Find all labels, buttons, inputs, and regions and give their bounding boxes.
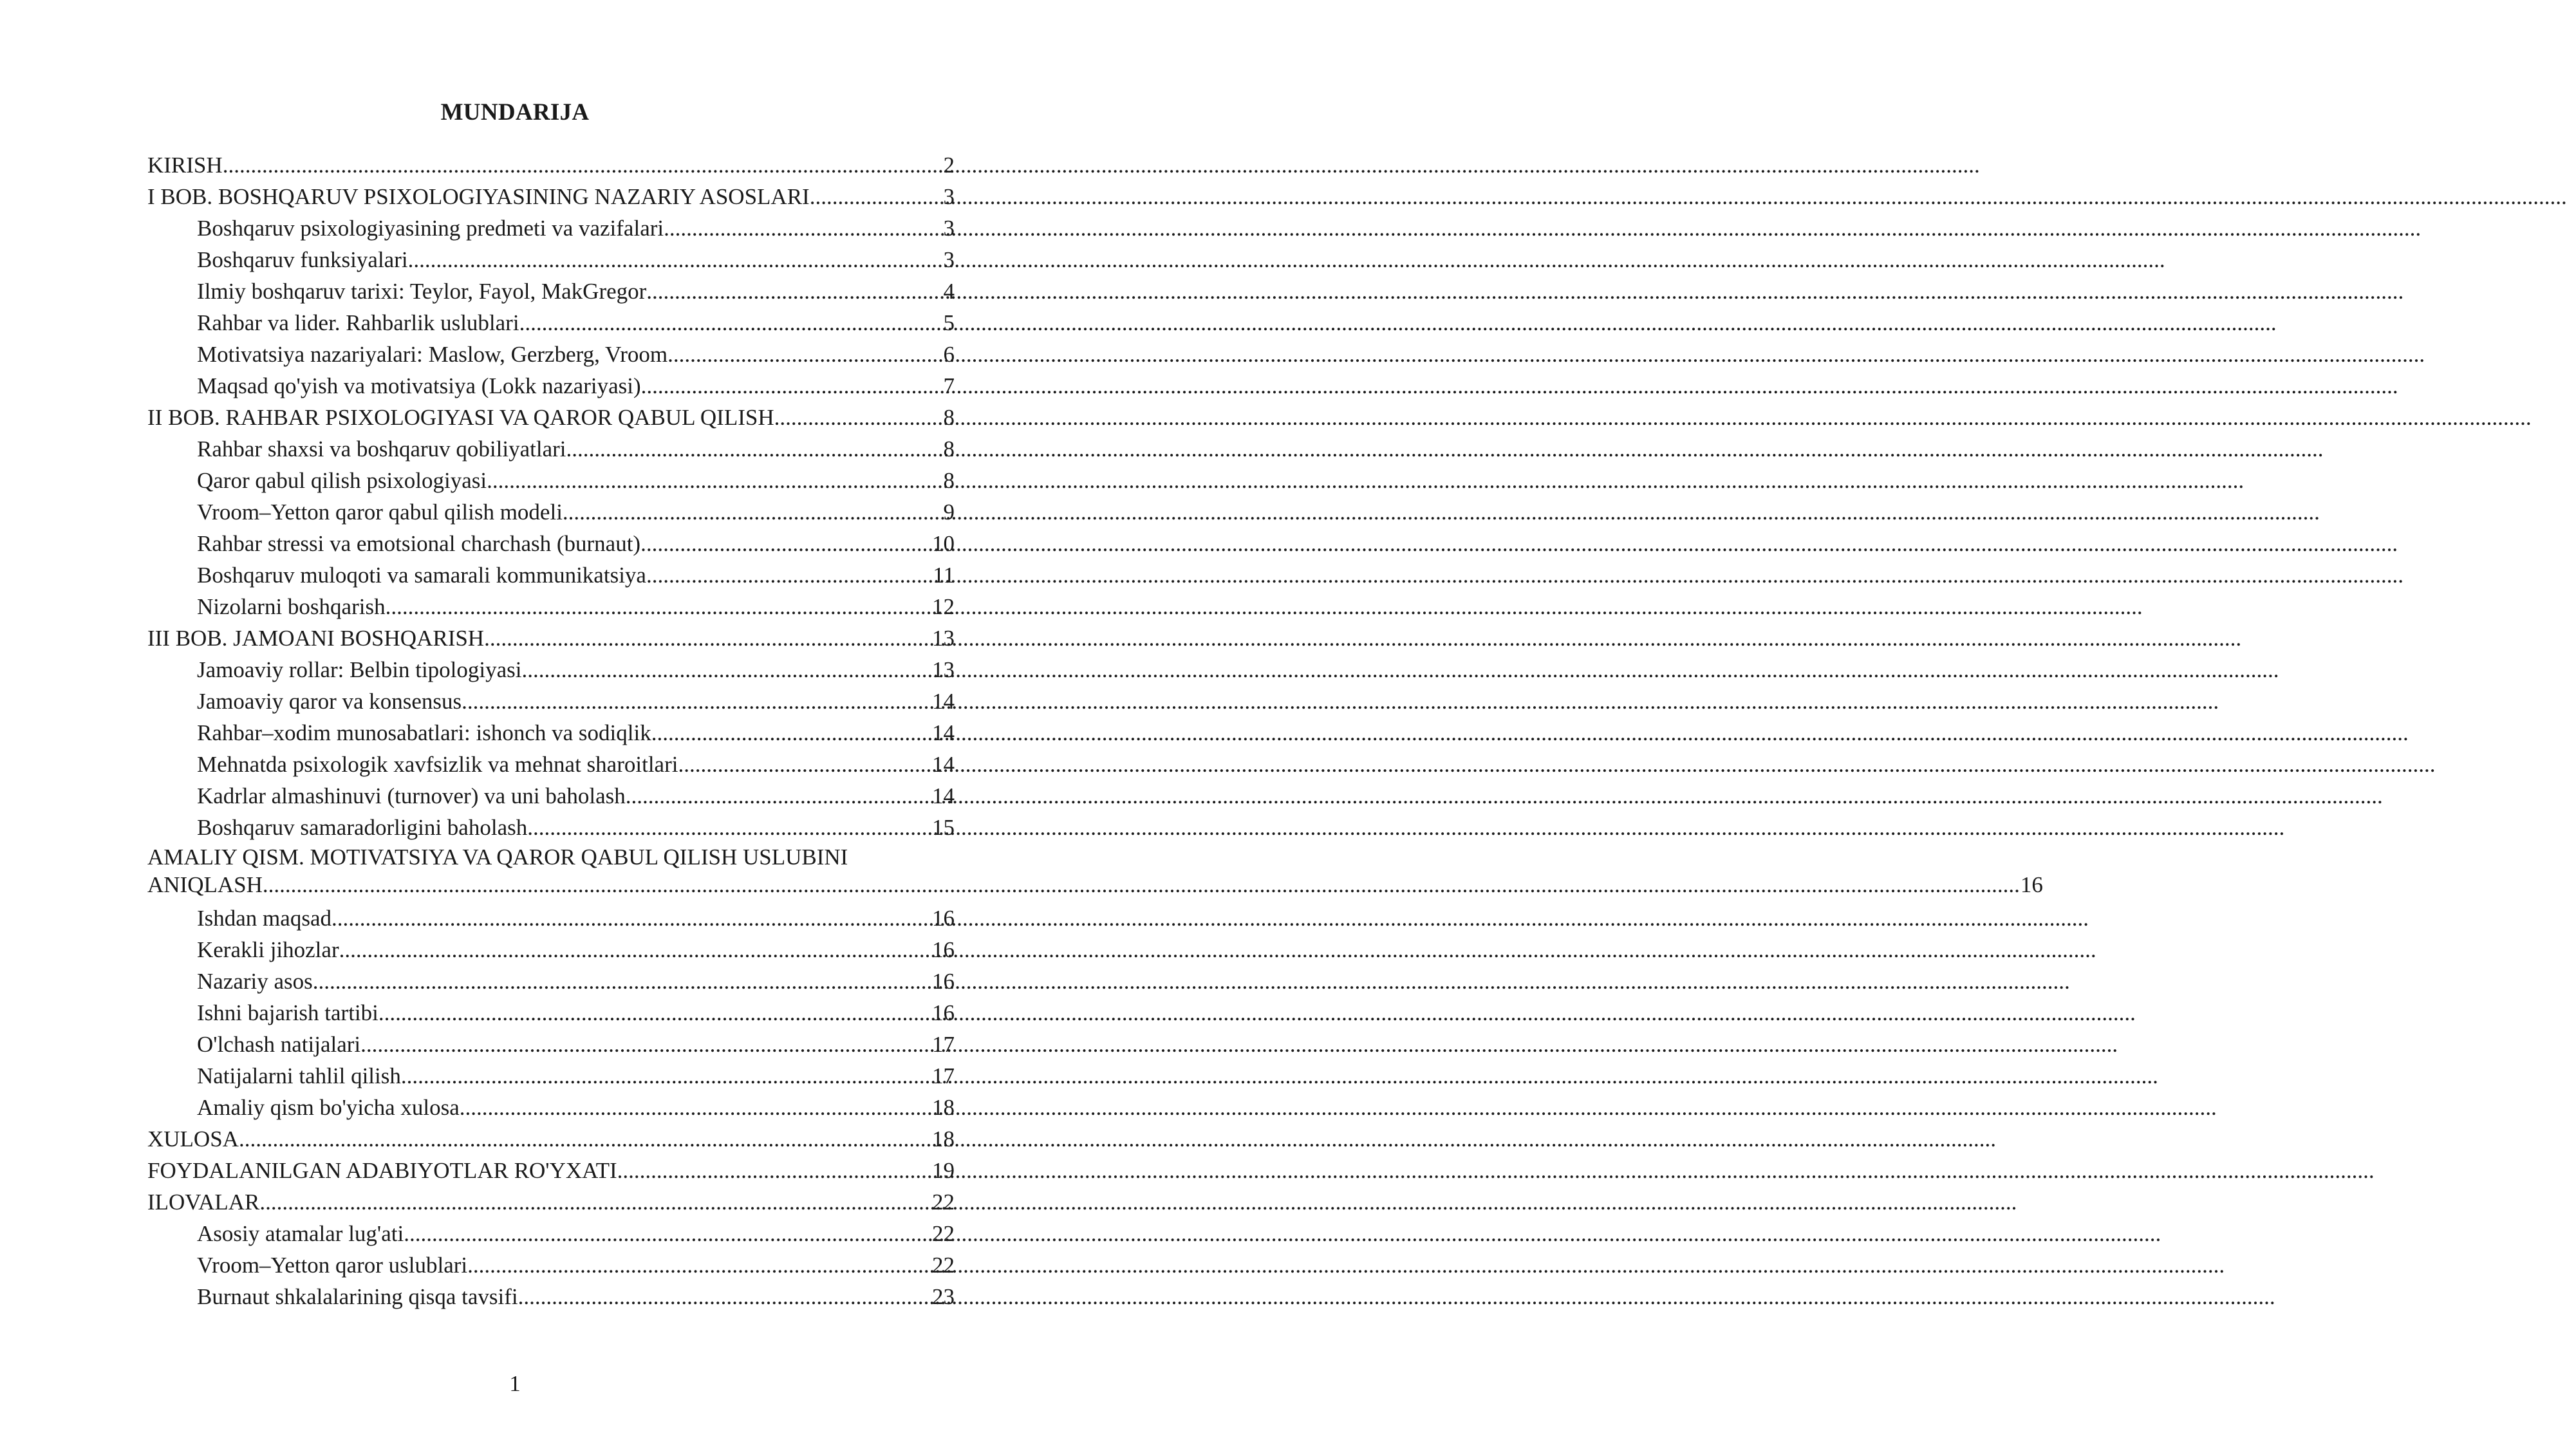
toc-entry-page: 14 bbox=[932, 783, 955, 808]
toc-entry-page: 22 bbox=[932, 1253, 955, 1278]
toc-entry[interactable] bbox=[147, 275, 955, 307]
toc-dot-leader bbox=[386, 591, 931, 622]
toc-dot-leader bbox=[646, 559, 932, 591]
toc-entry-text: III BOB. JAMOANI BOSHQARISH bbox=[147, 626, 485, 651]
toc-dot-leader bbox=[378, 997, 931, 1029]
table-of-contents bbox=[147, 149, 2043, 1312]
toc-dot-leader bbox=[566, 433, 942, 465]
toc-entry[interactable] bbox=[147, 934, 955, 966]
toc-entry[interactable] bbox=[147, 1029, 955, 1060]
toc-dot-leader bbox=[678, 749, 931, 780]
toc-entry-page: 8 bbox=[943, 436, 955, 462]
toc-entry-page: 13 bbox=[932, 626, 955, 651]
toc-entry[interactable] bbox=[147, 717, 955, 749]
toc-dot-leader bbox=[646, 275, 942, 307]
toc-entry-page: 9 bbox=[943, 499, 955, 525]
toc-entry[interactable] bbox=[147, 1155, 955, 1186]
toc-entry[interactable] bbox=[147, 591, 955, 622]
toc-entry-text: Ilmiy boshqaruv tarixi: Teylor, Fayol, MakGregor bbox=[197, 279, 647, 304]
toc-dot-leader bbox=[522, 654, 931, 686]
toc-entry-text: Burnaut shkalalarining qisqa tavsifi bbox=[197, 1284, 518, 1309]
toc-entry-page: 16 bbox=[932, 937, 955, 962]
toc-entry[interactable] bbox=[147, 622, 955, 654]
toc-dot-leader bbox=[408, 244, 943, 275]
toc-dot-leader bbox=[462, 686, 931, 717]
toc-dot-leader bbox=[259, 1186, 931, 1218]
toc-entry[interactable] bbox=[147, 433, 955, 465]
toc-entry-text: Jamoaviy qaror va konsensus bbox=[197, 689, 462, 714]
toc-dot-leader bbox=[519, 307, 943, 339]
toc-dot-leader bbox=[640, 528, 931, 559]
toc-entry-text: Boshqaruv muloqoti va samarali kommunikatsiya bbox=[197, 563, 646, 588]
toc-entry-text: Ishni bajarish tartibi bbox=[197, 1000, 378, 1025]
toc-dot-leader bbox=[667, 339, 942, 370]
toc-entry-text: Mehnatda psixologik xavfsizlik va mehnat sharoitlari bbox=[197, 752, 678, 777]
toc-entry-page: 18 bbox=[932, 1126, 955, 1152]
toc-entry-text: Nazariy asos bbox=[197, 969, 313, 994]
toc-entry[interactable] bbox=[147, 370, 955, 402]
toc-entry-page: 15 bbox=[932, 815, 955, 840]
toc-entry-page: 8 bbox=[943, 405, 955, 430]
toc-entry[interactable] bbox=[147, 1218, 955, 1249]
toc-entry[interactable] bbox=[147, 559, 955, 591]
toc-entry[interactable] bbox=[147, 780, 955, 812]
toc-entry-text: II BOB. RAHBAR PSIXOLOGIYASI VA QAROR QABUL QILISH bbox=[147, 405, 774, 430]
page-number: 1 bbox=[509, 1371, 521, 1396]
toc-dot-leader bbox=[263, 871, 2020, 899]
toc-entry-text: Kadrlar almashinuvi (turnover) va uni baholash bbox=[197, 783, 626, 808]
toc-entry-text: Rahbar va lider. Rahbarlik uslublari bbox=[197, 310, 519, 335]
toc-entry-page: 16 bbox=[2020, 872, 2043, 897]
toc-entry-text: Qaror qabul qilish psixologiyasi bbox=[197, 468, 487, 493]
toc-dot-leader bbox=[617, 1155, 931, 1186]
toc-entry-page: 17 bbox=[932, 1032, 955, 1057]
toc-section-after bbox=[147, 902, 955, 1312]
toc-entry-page: 2 bbox=[943, 153, 955, 178]
toc-entry-text: Vroom–Yetton qaror uslublari bbox=[197, 1253, 468, 1278]
toc-entry-text: Amaliy qism bo'yicha xulosa bbox=[197, 1095, 460, 1120]
toc-entry[interactable] bbox=[147, 902, 955, 934]
toc-entry[interactable] bbox=[147, 1092, 955, 1123]
toc-entry-text: Jamoaviy rollar: Belbin tipologiyasi bbox=[197, 657, 522, 682]
toc-entry-page: 12 bbox=[932, 594, 955, 619]
toc-dot-leader bbox=[641, 370, 943, 402]
toc-entry-text: Motivatsiya nazariyalari: Maslow, Gerzberg, Vroom bbox=[197, 342, 668, 367]
toc-entry-page: 16 bbox=[932, 969, 955, 994]
toc-entry-page: 22 bbox=[932, 1190, 955, 1215]
toc-dot-leader bbox=[664, 212, 942, 244]
toc-entry-page: 3 bbox=[943, 184, 955, 209]
toc-entry-line2 bbox=[147, 871, 2043, 899]
toc-entry-text: FOYDALANILGAN ADABIYOTLAR RO'YXATI bbox=[147, 1158, 617, 1183]
toc-entry-text: Vroom–Yetton qaror qabul qilish modeli bbox=[197, 499, 563, 525]
toc-entry-page: 19 bbox=[932, 1158, 955, 1183]
toc-entry-page: 18 bbox=[932, 1095, 955, 1120]
toc-entry-text: Rahbar stressi va emotsional charchash (burnaut) bbox=[197, 531, 641, 556]
toc-entry-text: Boshqaruv psixologiyasining predmeti va vazifalari bbox=[197, 216, 664, 241]
toc-entry-page: 6 bbox=[943, 342, 955, 367]
toc-entry-page: 14 bbox=[932, 689, 955, 714]
toc-dot-leader bbox=[360, 1029, 931, 1060]
toc-dot-leader bbox=[467, 1249, 931, 1281]
toc-dot-leader bbox=[651, 717, 931, 749]
toc-dot-leader bbox=[563, 496, 943, 528]
toc-entry-text: Rahbar–xodim munosabatlari: ishonch va sodiqlik bbox=[197, 720, 651, 745]
toc-entry[interactable] bbox=[147, 686, 955, 717]
toc-entry-page: 14 bbox=[932, 752, 955, 777]
toc-entry-page: 16 bbox=[932, 1000, 955, 1025]
toc-entry-page: 17 bbox=[932, 1063, 955, 1088]
page-title: MUNDARIJA bbox=[440, 99, 590, 126]
toc-dot-leader bbox=[239, 1123, 931, 1155]
toc-dot-leader bbox=[518, 1281, 931, 1312]
toc-entry-page: 7 bbox=[943, 373, 955, 398]
toc-entry-text: KIRISH bbox=[147, 153, 223, 178]
toc-dot-leader bbox=[313, 966, 931, 997]
toc-dot-leader bbox=[401, 1060, 931, 1092]
toc-entry-text: ILOVALAR bbox=[147, 1190, 260, 1215]
toc-entry-text: Maqsad qo'yish va motivatsiya (Lokk nazariyasi) bbox=[197, 373, 641, 398]
toc-entry[interactable] bbox=[147, 812, 955, 843]
toc-dot-leader bbox=[527, 812, 931, 843]
toc-entry[interactable] bbox=[147, 181, 955, 212]
toc-entry-page: 14 bbox=[932, 720, 955, 745]
toc-entry[interactable] bbox=[147, 966, 955, 997]
toc-entry-text: Ishdan maqsad bbox=[197, 906, 331, 931]
toc-dot-leader bbox=[774, 402, 943, 433]
toc-dot-leader bbox=[626, 780, 931, 812]
toc-entry-text: Kerakli jihozlar bbox=[197, 937, 339, 962]
toc-entry-wrapped[interactable] bbox=[147, 843, 2043, 899]
toc-dot-leader bbox=[339, 934, 931, 966]
toc-entry-page: 4 bbox=[943, 279, 955, 304]
toc-entry[interactable] bbox=[147, 465, 955, 496]
toc-entry[interactable] bbox=[147, 749, 955, 780]
toc-entry[interactable] bbox=[147, 496, 955, 528]
toc-entry[interactable] bbox=[147, 528, 955, 559]
toc-entry-text: Natijalarni tahlil qilish bbox=[197, 1063, 401, 1088]
toc-entry[interactable] bbox=[147, 654, 955, 686]
toc-entry[interactable] bbox=[147, 212, 955, 244]
toc-section-main bbox=[147, 149, 955, 843]
toc-entry-text: Asosiy atamalar lug'ati bbox=[197, 1221, 404, 1246]
toc-entry-page: 22 bbox=[932, 1221, 955, 1246]
toc-entry-text: Boshqaruv samaradorligini baholash bbox=[197, 815, 528, 840]
toc-entry-text-line1: AMALIY QISM. MOTIVATSIYA VA QAROR QABUL QILISH USLUBINI bbox=[147, 845, 848, 870]
toc-entry[interactable] bbox=[147, 307, 955, 339]
toc-entry[interactable] bbox=[147, 1281, 955, 1312]
toc-dot-leader bbox=[810, 181, 943, 212]
toc-dot-leader bbox=[487, 465, 942, 496]
toc-entry-page: 3 bbox=[943, 247, 955, 272]
toc-entry-page: 11 bbox=[933, 563, 955, 588]
toc-dot-leader bbox=[223, 149, 943, 181]
toc-entry[interactable] bbox=[147, 1060, 955, 1092]
toc-entry[interactable] bbox=[147, 244, 955, 275]
toc-entry-page: 3 bbox=[943, 216, 955, 241]
toc-entry-page: 23 bbox=[932, 1284, 955, 1309]
toc-entry-text: O'lchash natijalari bbox=[197, 1032, 361, 1057]
toc-dot-leader bbox=[404, 1218, 931, 1249]
toc-entry[interactable] bbox=[147, 1123, 955, 1155]
toc-entry-text: Boshqaruv funksiyalari bbox=[197, 247, 408, 272]
toc-dot-leader bbox=[331, 902, 931, 934]
toc-entry-text: Rahbar shaxsi va boshqaruv qobiliyatlari bbox=[197, 436, 566, 462]
toc-entry[interactable] bbox=[147, 997, 955, 1029]
toc-entry-text-line2: ANIQLASH bbox=[147, 872, 263, 897]
toc-entry[interactable] bbox=[147, 149, 955, 181]
toc-dot-leader bbox=[460, 1092, 931, 1123]
toc-entry-page: 16 bbox=[932, 906, 955, 931]
toc-entry[interactable] bbox=[147, 339, 955, 370]
toc-entry-page: 10 bbox=[932, 531, 955, 556]
toc-entry-text: Nizolarni boshqarish bbox=[197, 594, 386, 619]
toc-entry-page: 13 bbox=[932, 657, 955, 682]
toc-entry[interactable] bbox=[147, 1249, 955, 1281]
toc-entry-page: 8 bbox=[943, 468, 955, 493]
toc-entry-text: I BOB. BOSHQARUV PSIXOLOGIYASINING NAZARIY ASOSLARI bbox=[147, 184, 810, 209]
toc-entry-text: XULOSA bbox=[147, 1126, 239, 1152]
toc-entry[interactable] bbox=[147, 1186, 955, 1218]
toc-entry[interactable] bbox=[147, 402, 955, 433]
toc-dot-leader bbox=[484, 622, 931, 654]
toc-entry-page: 5 bbox=[943, 310, 955, 335]
